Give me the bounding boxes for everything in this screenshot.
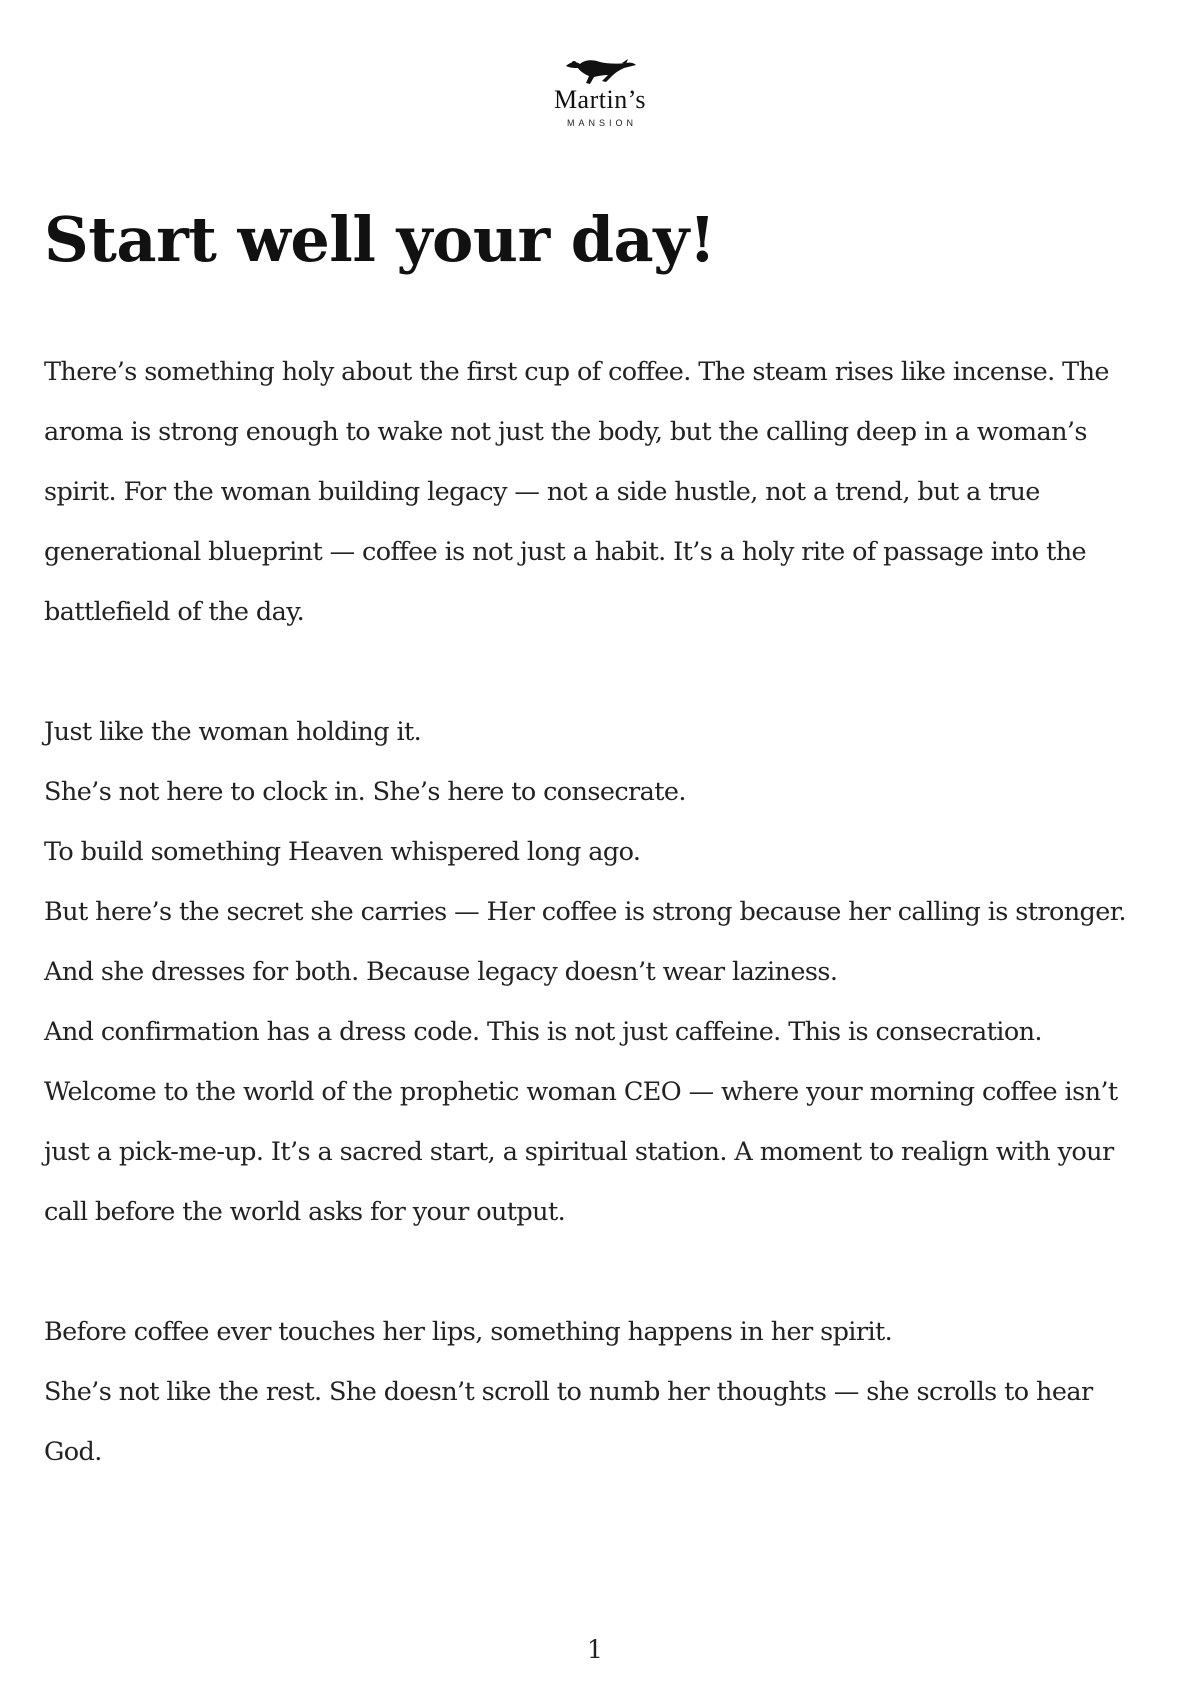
- paragraph-line: And she dresses for both. Because legacy doesn’t wear laziness.: [44, 957, 838, 987]
- logo-subtitle: MANSION: [566, 118, 637, 128]
- page-title: Start well your day!: [44, 203, 716, 276]
- page-number: 1: [587, 1635, 603, 1664]
- paragraph-line: And confirmation has a dress code. This is not just caffeine. This is consecration.: [44, 1017, 1042, 1047]
- paragraph-line: Before coffee ever touches her lips, something happens in her spirit.: [44, 1317, 893, 1347]
- brand-logo: [545, 56, 655, 140]
- running-dog-icon: [562, 56, 638, 88]
- paragraph-line: Welcome to the world of the prophetic woman CEO — where your morning coffee isn’t just a pick-me-up. It’s a sacred start, a spiritual station. A moment to realign with your call before the world asks for your output.: [44, 1077, 1118, 1227]
- logo-name: Martin’s: [553, 85, 647, 114]
- article-body: [44, 342, 1154, 1482]
- paragraph-line: To build something Heaven whispered long ago.: [44, 837, 641, 867]
- paragraph-line: She’s not here to clock in. She’s here to consecrate.: [44, 777, 686, 807]
- paragraph-line: But here’s the secret she carries — Her coffee is strong because her calling is stronger.: [44, 897, 1127, 927]
- paragraph-intro: There’s something holy about the first cup of coffee. The steam rises like incense. The aroma is strong enough to wake not just the body, but the calling deep in a woman’s spirit. For the woman building legacy — not a side hustle, not a trend, but a true generational blueprint — coffee is not just a habit. It’s a holy rite of passage into the battlefield of the day.: [44, 357, 1109, 627]
- paragraph-line: Just like the woman holding it.: [44, 717, 422, 747]
- paragraph-line: She’s not like the rest. She doesn’t scroll to numb her thoughts — she scrolls to hear God.: [44, 1377, 1093, 1467]
